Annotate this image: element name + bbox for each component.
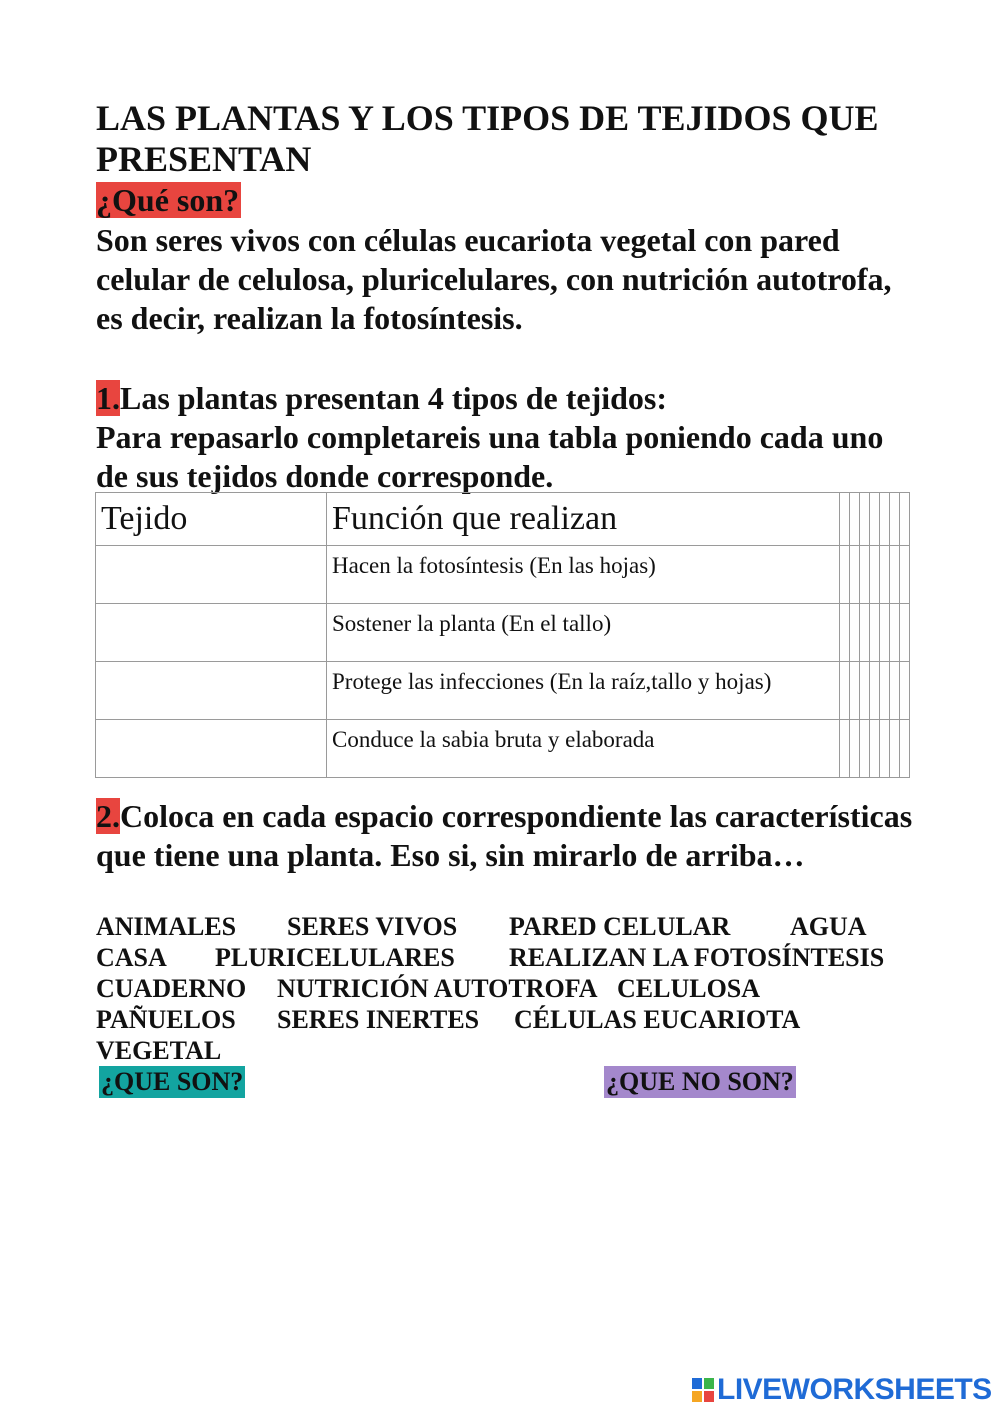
section-1-intro xyxy=(96,379,916,418)
narrow-cell xyxy=(890,662,900,720)
word-chip[interactable]: CUADERNO xyxy=(96,974,247,1003)
narrow-cell xyxy=(850,662,860,720)
table-header-row xyxy=(96,493,910,546)
narrow-cell xyxy=(890,604,900,662)
narrow-cell xyxy=(850,604,860,662)
narrow-cell xyxy=(860,604,870,662)
section-1-line1: Las plantas presentan 4 tipos de tejidos: xyxy=(120,380,668,416)
word-chip[interactable]: CÉLULAS EUCARIOTA xyxy=(514,1005,801,1034)
table-row xyxy=(96,720,910,778)
tissue-table xyxy=(95,492,910,778)
narrow-cell xyxy=(840,546,850,604)
narrow-cell xyxy=(870,546,880,604)
narrow-cell xyxy=(880,546,890,604)
narrow-cell xyxy=(850,720,860,778)
function-cell: Sostener la planta (En el tallo) xyxy=(327,604,840,662)
narrow-cell xyxy=(890,546,900,604)
word-chip[interactable]: NUTRICIÓN AUTOTROFA xyxy=(277,974,598,1003)
narrow-cell xyxy=(840,604,850,662)
narrow-cell xyxy=(850,546,860,604)
section-1 xyxy=(96,379,916,496)
function-cell: Conduce la sabia bruta y elaborada xyxy=(327,720,840,778)
table-row xyxy=(96,604,910,662)
drop-zone-are[interactable]: ¿QUE SON? xyxy=(101,1067,244,1096)
narrow-cell xyxy=(890,493,900,546)
word-chip[interactable]: PLURICELULARES xyxy=(215,943,455,972)
word-chip[interactable]: CASA xyxy=(96,943,167,972)
section-2-number: 2. xyxy=(96,798,120,834)
narrow-cell xyxy=(880,493,890,546)
narrow-cell xyxy=(860,546,870,604)
section-2-text: Coloca en cada espacio correspondiente las características que tiene una planta. Eso si, sin mirarlo de arriba… xyxy=(96,798,913,873)
logo-grid-icon xyxy=(692,1378,714,1402)
definition-paragraph: Son seres vivos con células eucariota vegetal con pared celular de celulosa, pluricelulares, con nutrición autotrofa, es decir, realizan la fotosíntesis. xyxy=(96,222,892,336)
word-chip[interactable]: ANIMALES xyxy=(96,912,237,941)
brand-name: LIVEWORKSHEETS xyxy=(717,1373,992,1406)
word-chip[interactable]: REALIZAN LA FOTOSÍNTESIS xyxy=(509,943,885,972)
function-cell: Hacen la fotosíntesis (En las hojas) xyxy=(327,546,840,604)
narrow-cell xyxy=(900,720,910,778)
section-2 xyxy=(96,797,916,875)
narrow-cell xyxy=(900,493,910,546)
function-cell: Protege las infecciones (En la raíz,tallo y hojas) xyxy=(327,662,840,720)
narrow-cell xyxy=(870,604,880,662)
narrow-cell xyxy=(900,604,910,662)
word-chip[interactable]: SERES INERTES xyxy=(277,1005,480,1034)
narrow-cell xyxy=(900,546,910,604)
narrow-cell xyxy=(860,662,870,720)
narrow-cell xyxy=(870,493,880,546)
narrow-cell xyxy=(860,493,870,546)
brand-logo xyxy=(692,1374,992,1406)
header-function: Función que realizan xyxy=(327,493,840,546)
word-chip[interactable]: AGUA xyxy=(790,912,867,941)
page-title: LAS PLANTAS Y LOS TIPOS DE TEJIDOS QUE PRESENTAN xyxy=(96,98,879,179)
drop-zone-are-not[interactable]: ¿QUE NO SON? xyxy=(606,1067,794,1096)
section-1-number: 1. xyxy=(96,380,120,416)
word-chip[interactable]: PAÑUELOS xyxy=(96,1005,236,1034)
narrow-cell xyxy=(880,720,890,778)
word-chip[interactable]: VEGETAL xyxy=(96,1036,222,1065)
what-are-heading: ¿Qué son? xyxy=(96,182,240,218)
narrow-cell xyxy=(850,493,860,546)
narrow-cell xyxy=(870,662,880,720)
section-1-instructions: Para repasarlo completareis una tabla poniendo cada uno de sus tejidos donde corresponde. xyxy=(96,419,884,494)
table-row xyxy=(96,546,910,604)
tissue-answer-cell[interactable] xyxy=(96,546,327,604)
table-row xyxy=(96,662,910,720)
narrow-cell xyxy=(880,662,890,720)
narrow-cell xyxy=(890,720,900,778)
narrow-cell xyxy=(880,604,890,662)
tissue-answer-cell[interactable] xyxy=(96,604,327,662)
word-chip[interactable]: SERES VIVOS xyxy=(287,912,458,941)
narrow-cell xyxy=(870,720,880,778)
word-chip[interactable]: CELULOSA xyxy=(617,974,761,1003)
narrow-cell xyxy=(860,720,870,778)
narrow-cell xyxy=(900,662,910,720)
narrow-cell xyxy=(840,493,850,546)
narrow-cell xyxy=(840,720,850,778)
tissue-answer-cell[interactable] xyxy=(96,662,327,720)
narrow-cell xyxy=(840,662,850,720)
header-tissue: Tejido xyxy=(96,493,327,546)
word-chip[interactable]: PARED CELULAR xyxy=(509,912,731,941)
tissue-answer-cell[interactable] xyxy=(96,720,327,778)
